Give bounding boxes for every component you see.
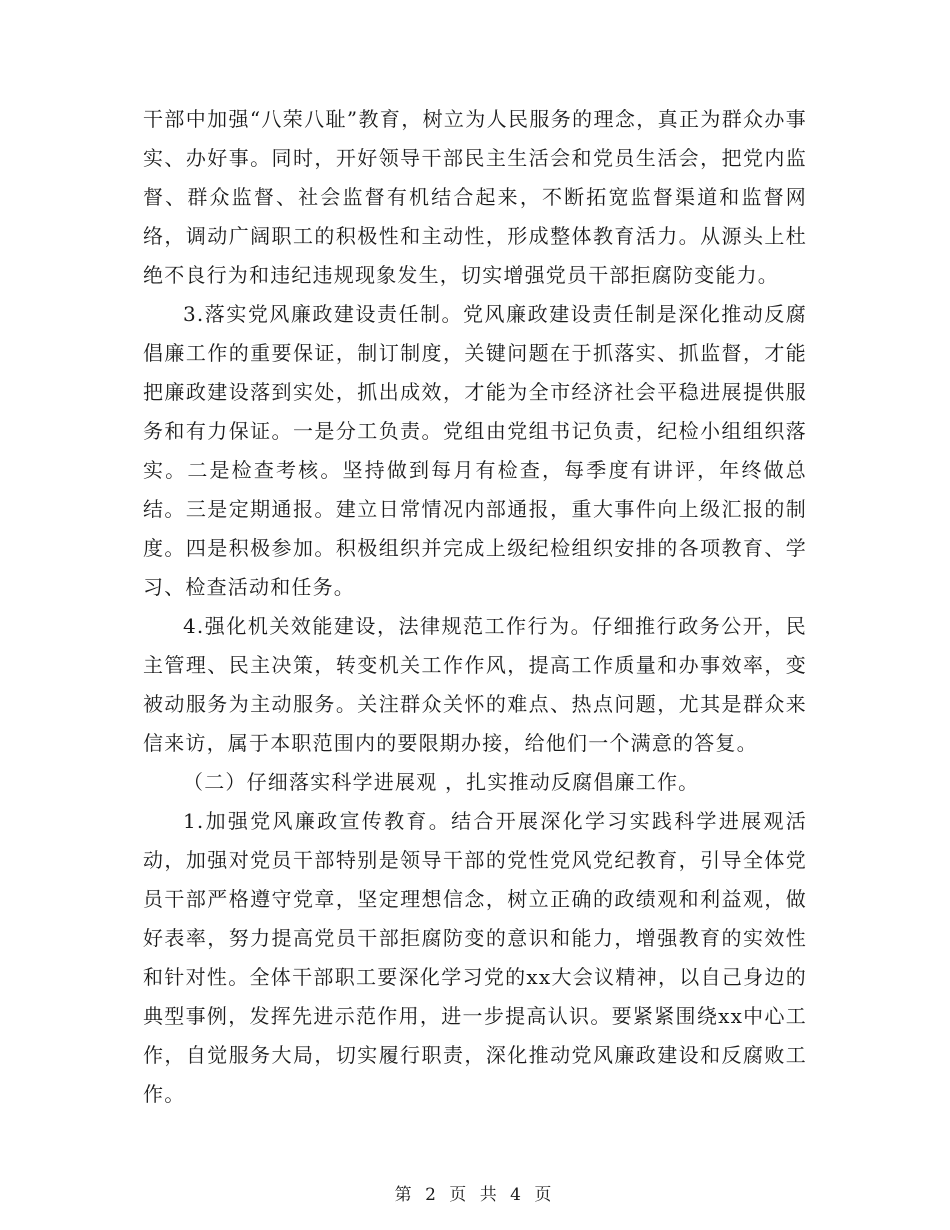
paragraph-propaganda-education: 1.加强党风廉政宣传教育。结合开展深化学习实践科学进展观活动，加强对党员干部特别是领导干部的党性党风党纪教育，引导全体党员干部严格遵守党章，坚定理想信念，树立正确的政绩观和利益观，做好表率，努力提高党员干部拒腐防变的意识和能力，增强教育的实效性和针对性。全体干部职工要深化学习党的xx大会议精神，以自己身边的典型事例，发挥先进示范作用，进一步提高认识。要紧紧围绕xx中心工作，自觉服务大局，切实履行职责，深化推动党风廉政建设和反腐败工作。 xyxy=(143,809,807,1106)
paragraph-efficiency-building: 4.强化机关效能建设，法律规范工作行为。仔细推行政务公开，民主管理、民主决策，转变机关工作作风，提高工作质量和办事效率，变被动服务为主动服务。关注群众关怀的难点、热点问题，尤其是群众来信来访，属于本职范围内的要限期办接，给他们一个满意的答复。 xyxy=(143,614,807,755)
document-body xyxy=(143,100,807,1114)
paragraph-responsibility-system: 3.落实党风廉政建设责任制。党风廉政建设责任制是深化推动反腐倡廉工作的重要保证，制订制度，关键问题在于抓落实、抓监督，才能把廉政建设落到实处，抓出成效，才能为全市经济社会平稳进展提供服务和有力保证。一是分工负责。党组由党组书记负责，纪检小组组织落实。二是检查考核。坚持做到每月有检查，每季度有讲评，年终做总结。三是定期通报。建立日常情况内部通报，重大事件向上级汇报的制度。四是积极参加。积极组织并完成上级纪检组织安排的各项教育、学习、检查活动和任务。 xyxy=(143,302,807,599)
section-heading-two: （二）仔细落实科学进展观 ，扎实推动反腐倡廉工作。 xyxy=(183,770,700,794)
paragraph-education-continuation: 干部中加强“八荣八耻”教育，树立为人民服务的理念，真正为群众办事实、办好事。同时，开好领导干部民主生活会和党员生活会，把党内监督、群众监督、社会监督有机结合起来，不断拓宽监督渠道和监督网络，调动广阔职工的积极性和主动性，形成整体教育活力。从源头上杜绝不良行为和违纪违规现象发生，切实增强党员干部拒腐防变能力。 xyxy=(143,107,807,287)
page-number-footer: 第 2 页 共 4 页 xyxy=(394,1185,556,1205)
